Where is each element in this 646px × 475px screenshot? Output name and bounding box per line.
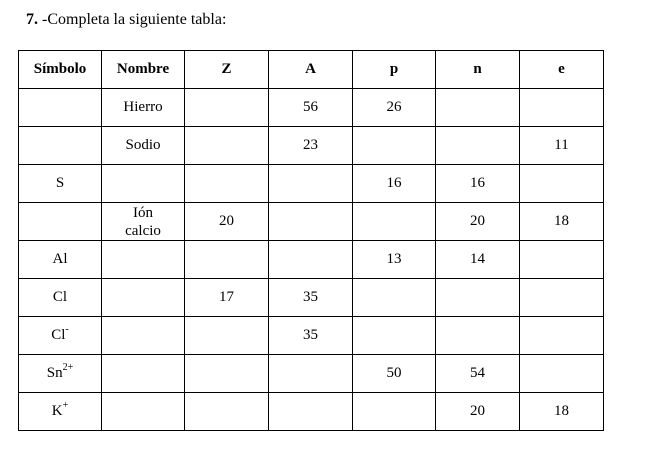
cell-a bbox=[269, 165, 353, 203]
value-text: 14 bbox=[470, 251, 485, 267]
cell-symbol bbox=[19, 89, 102, 127]
value-text: 20 bbox=[470, 403, 485, 419]
cell-z bbox=[185, 393, 269, 431]
cell-symbol bbox=[19, 279, 102, 317]
header-nombre: Nombre bbox=[102, 51, 185, 89]
charge-superscript: + bbox=[62, 400, 69, 411]
table-row bbox=[19, 241, 604, 279]
exercise-number: 7. bbox=[26, 11, 38, 28]
cell-symbol bbox=[19, 127, 102, 165]
cell-e bbox=[520, 355, 604, 393]
value-text: 16 bbox=[386, 175, 402, 191]
table-row bbox=[19, 165, 604, 203]
header-p: p bbox=[353, 51, 436, 89]
cell-name bbox=[102, 165, 185, 203]
symbol-text: Sn bbox=[46, 365, 63, 381]
table-row bbox=[19, 203, 604, 241]
cell-name bbox=[102, 317, 185, 355]
cell-name bbox=[102, 355, 185, 393]
value-text: 35 bbox=[303, 327, 318, 343]
cell-name bbox=[102, 89, 185, 127]
cell-e bbox=[520, 393, 604, 431]
value-text: 18 bbox=[554, 213, 569, 229]
cell-a bbox=[269, 279, 353, 317]
value-text: 16 bbox=[470, 175, 485, 191]
cell-e bbox=[520, 89, 604, 127]
cell-z bbox=[185, 89, 269, 127]
value-text: 20 bbox=[219, 213, 234, 229]
element-name: Hierro bbox=[123, 99, 163, 115]
cell-n bbox=[436, 279, 520, 317]
cell-e bbox=[520, 279, 604, 317]
cell-p bbox=[353, 241, 436, 279]
cell-z bbox=[185, 279, 269, 317]
cell-name bbox=[102, 241, 185, 279]
header-z: Z bbox=[185, 51, 269, 89]
table-row bbox=[19, 393, 604, 431]
table-row bbox=[19, 127, 604, 165]
symbol-text: Cl bbox=[52, 289, 68, 305]
value-text: 56 bbox=[303, 99, 318, 115]
cell-n bbox=[436, 393, 520, 431]
cell-symbol bbox=[19, 355, 102, 393]
cell-n bbox=[436, 89, 520, 127]
symbol-text: Al bbox=[52, 251, 68, 267]
cell-p bbox=[353, 393, 436, 431]
value-text: 26 bbox=[386, 99, 402, 115]
value-text: 54 bbox=[470, 365, 485, 381]
cell-n bbox=[436, 165, 520, 203]
cell-name bbox=[102, 127, 185, 165]
cell-z bbox=[185, 317, 269, 355]
cell-symbol bbox=[19, 393, 102, 431]
cell-p bbox=[353, 355, 436, 393]
value-text: 13 bbox=[386, 251, 402, 267]
cell-a bbox=[269, 203, 353, 241]
cell-a bbox=[269, 317, 353, 355]
value-text: 11 bbox=[554, 137, 569, 153]
cell-e bbox=[520, 241, 604, 279]
charge-superscript: 2+ bbox=[62, 362, 74, 373]
cell-n bbox=[436, 317, 520, 355]
cell-p bbox=[353, 127, 436, 165]
cell-n bbox=[436, 355, 520, 393]
header-a: A bbox=[269, 51, 353, 89]
header-simbolo: Símbolo bbox=[19, 51, 102, 89]
cell-symbol bbox=[19, 165, 102, 203]
value-text: 23 bbox=[303, 137, 318, 153]
cell-name bbox=[102, 393, 185, 431]
cell-e bbox=[520, 317, 604, 355]
exercise-heading bbox=[26, 9, 226, 31]
cell-p bbox=[353, 317, 436, 355]
cell-n bbox=[436, 127, 520, 165]
value-text: 20 bbox=[470, 213, 485, 229]
cell-e bbox=[520, 203, 604, 241]
cell-symbol bbox=[19, 317, 102, 355]
cell-p bbox=[353, 165, 436, 203]
cell-n bbox=[436, 241, 520, 279]
table-row bbox=[19, 317, 604, 355]
cell-symbol bbox=[19, 241, 102, 279]
symbol-text: S bbox=[55, 175, 65, 191]
cell-a bbox=[269, 241, 353, 279]
table-row bbox=[19, 355, 604, 393]
cell-z bbox=[185, 241, 269, 279]
element-name: Ión calcio bbox=[125, 204, 161, 239]
cell-name bbox=[102, 203, 185, 241]
charge-superscript: - bbox=[65, 324, 69, 335]
elements-table bbox=[18, 50, 604, 431]
cell-z bbox=[185, 203, 269, 241]
cell-a bbox=[269, 393, 353, 431]
cell-name bbox=[102, 279, 185, 317]
header-e: e bbox=[520, 51, 604, 89]
table-row bbox=[19, 89, 604, 127]
symbol-text: Cl bbox=[51, 327, 66, 343]
element-name: Sodio bbox=[125, 137, 161, 153]
cell-p bbox=[353, 89, 436, 127]
cell-z bbox=[185, 165, 269, 203]
cell-symbol bbox=[19, 203, 102, 241]
cell-e bbox=[520, 127, 604, 165]
value-text: 35 bbox=[303, 289, 318, 305]
value-text: 50 bbox=[386, 365, 402, 381]
cell-a bbox=[269, 89, 353, 127]
cell-p bbox=[353, 279, 436, 317]
cell-a bbox=[269, 127, 353, 165]
cell-p bbox=[353, 203, 436, 241]
value-text: 17 bbox=[219, 289, 234, 305]
symbol-text: K bbox=[51, 403, 63, 419]
exercise-instruction: -Completa la siguiente tabla: bbox=[38, 11, 227, 28]
table-header-row bbox=[19, 51, 604, 89]
cell-z bbox=[185, 127, 269, 165]
cell-z bbox=[185, 355, 269, 393]
header-n: n bbox=[436, 51, 520, 89]
cell-e bbox=[520, 165, 604, 203]
cell-n bbox=[436, 203, 520, 241]
table-row bbox=[19, 279, 604, 317]
cell-a bbox=[269, 355, 353, 393]
value-text: 18 bbox=[554, 403, 569, 419]
